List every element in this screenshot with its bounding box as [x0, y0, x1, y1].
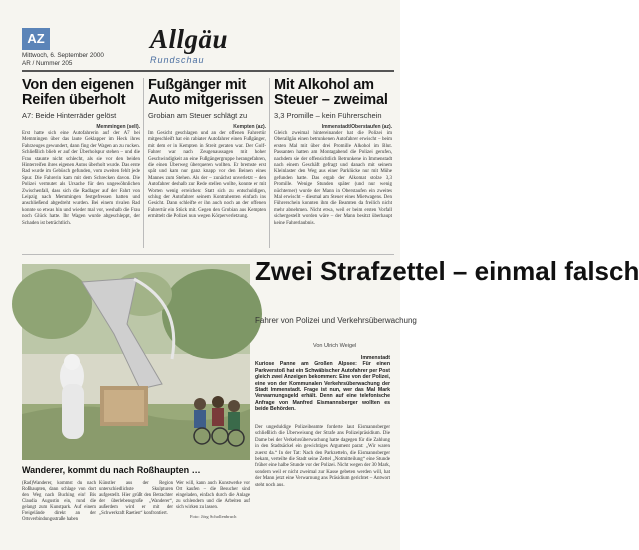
feature-headline: Zwei Strafzettel – einmal falsch: [255, 256, 639, 286]
feature-subhead: Fahrer von Polizei und Verkehrsüberwachung: [255, 316, 417, 325]
masthead-title: Allgäu: [150, 24, 229, 54]
photo-caption-text: (Rad)Wanderer, kommst du nach Roßhaupten, dann schlage von dort den Weg nach Buching ein! Bis Claudia Augustin ein, rund die gelangt zum Kunstpark. Auf einem Freigelände direkt an der Ortsverbindungsstraße haben: [22, 481, 96, 522]
photo-caption-text: Künstler aus der Region unterschiedlichste Skulpturen aufgestellt. Hier grüßt den Betrachter der überlebensgroße „Wanderer“, außerdem wird er mit der „Schwerkraft Raetien“ konfrontiert.: [99, 481, 173, 516]
article-subhead: A7: Beide Hinterräder gelöst: [22, 111, 117, 120]
article-body: Gleich zweimal hintereinander hat die Polizei im Oberallgäu einen betrunkenen Autofahrer erwischt – beim ersten Mal mit über drei Promille Alkohol im Blut. Passanten hatten am Montagabend die Polizei gerufen, nachdem sie der offensichtlich Betrunkene in Immenstadt nach einem Geschäft gefragt und danach mit seinem Kleinlaster den Weg aus einer Parklücke nur mit Mühe gefunden hatte. Das ergab der Alkomat stolze 3,3 Promille. Wenige Stunden später (und nur wenig nüchterner) wurde der Mann in Oberstaufen ein zweites Mal erwischt – diesmal am Steuer eines Mietwagens. Den Führerschein konnten ihm die Beamten da freilich nicht mehr abnehmen. Nicht etwa, weil er beim ersten Vorfall sichergestellt worden wäre – der Mann besitzt überhaupt keine Fahrerlaubnis.: [274, 131, 392, 226]
article-subhead: 3,3 Promille – kein Führerschein: [274, 111, 382, 120]
sculpture-photo-image: [22, 264, 250, 460]
article-body: Erst hatte sich eine Autofahrerin auf der A7 bei Memmingen über das laute Geklapper im Heck ihres Fahrzeuges gewundert, dann fing der Wagen an zu rucken. Schließlich blieb er auf der Überholspur stehen – und die Frau staunte nicht schlecht, als sie vor den beiden Hinterreifen ihres eigenen Autos überholt wurde. Das erste Rad wurde im Gebüsch gefunden, vom zweiten fehlt jede Spur. Die Fahrerin kam mit dem Schrecken davon. Die Polizei vermutet als Ursache für den ungewöhnlichen Zwischenfall, dass sich die Radlager auf der Fahrt von Leipzig nach Memmingen festgefressen hatten und anschließend abgedreht wurden. Bei einem rivalen Rad konnte so etwas hin und wieder mal vor, weshalb die Frau noch Glück hatte. Ihr Wagen wurde abgeschleppt, der Schaden ist beträchtlich.: [22, 131, 140, 226]
photo-caption-headline: Wanderer, kommt du nach Roßhaupten …: [22, 465, 201, 475]
masthead-subtitle: Rundschau: [150, 55, 205, 65]
article-body: Im Gesicht geschlagen und an der offenen Fahrertür mitgeschleift hat ein rabiater Autofahrer einen Fußgänger, mit dem er in Kempten in Streit geraten war. Der Golf-Fahrer war nach Zeugenaussagen mit hoher Geschwindigkeit an eine Fußgängergruppe herangefahren, die einen Überweg überqueren wollten. Er bremste erst spät und kam nur ganz knapp vor den Beinen eines Mannes zum Stehen. Als der – zunächst unverletzt – den Autofahrer deshalb zur Rede stellen wollte, konnte er mit Worten wenig erreichen: Statt sich zu entschuldigen, schlug der Autofahrer seinem Kontrahenten einfach ins Gesicht. Dann schleifte er ihn auch noch an der offenen Fahrertür ein Stück mit. Gegen den Grobian aus Kempten ermittelt die Polizei nun wegen Körperverletzung.: [148, 131, 266, 220]
column-divider: [143, 78, 144, 248]
column-divider: [269, 78, 270, 248]
feature-dateline: Immenstadt: [360, 355, 390, 361]
issue-number: AR / Nummer 205: [22, 60, 73, 67]
article-byline: Immenstadt/Oberstaufen (az).: [321, 124, 392, 130]
article-headline: Mit Alkohol am Steuer – zweimal: [274, 77, 388, 108]
masthead-rule: [22, 70, 394, 72]
article-byline: Memmingen (sell).: [96, 124, 140, 130]
issue-date: Mittwoch, 6. September 2000: [22, 52, 104, 59]
article-byline: Kempten (az).: [233, 124, 266, 130]
feature-lead-text: Kuriose Panne am Großen Alpsee: Für einen Parkverstoß hat ein Schwäbischer Autofahrer per Post gleich zwei Anzeigen bekommen: Eine von der Polizei, eine von der Kommunalen Verkehrsüberwachung der Stadt Immenstadt. Frage ist nun, wer das Mal Mark Verwarnungsgeld erhält. Denn auf eine telefonische Anfrage von Manfred Eismannsberger wollten es beide Behörden.: [255, 361, 390, 413]
feature-body: Der ungeduldige Polizeibeamte forderte laut Eismannsberger schließlich die Überweisung der Strafe ans Polizeipräsidium. Die Dame bei der Verkehrsüberwachung hatte dagegen für die Zahlung in den Stadtsäckel ein gewichtiges Argument parat: „Wir waren zuerst da.“ In der Tat: Nach den Parkzetteln, die Eismannsberger bekam, verteilte die Stadt seine Zettel „Notmitteilung“ eine Stunde früher eine halbe Stunde vor der Polizei. Nicht wegen der 30 Mark, sondern weil er nicht zweimal zur Kasse gebeten werden will, hat der Mann jetzt eine Verwarnung ans Präsidium gerichtet – Antwort steht noch aus.: [255, 425, 390, 488]
photo-caption-text: Wer will, kann auch Kunstwerke vor Ort kaufen – die Besucher sind eingeladen, einfach durch die Anlage zu schlendern und die Arbeiten auf sich wirken zu lassen.: [176, 481, 250, 510]
article-headline: Von den eigenen Reifen überholt: [22, 77, 134, 108]
feature-lead: [255, 355, 390, 413]
feature-author: Von Ulrich Weigel: [313, 343, 357, 349]
article-headline: Fußgänger mit Auto mitgerissen: [148, 77, 264, 108]
article-alkohol: [274, 78, 392, 251]
section-divider: [22, 254, 394, 255]
article-subhead: Grobian am Steuer schlägt zu: [148, 111, 248, 120]
az-logo: AZ: [22, 28, 50, 50]
photo-credit: Foto: Jörg Schollenbruch: [190, 514, 237, 519]
sculpture-photo: [22, 264, 250, 460]
dateline: [22, 52, 104, 68]
article-fussgaenger: [148, 78, 266, 251]
article-reifen: [22, 78, 140, 251]
